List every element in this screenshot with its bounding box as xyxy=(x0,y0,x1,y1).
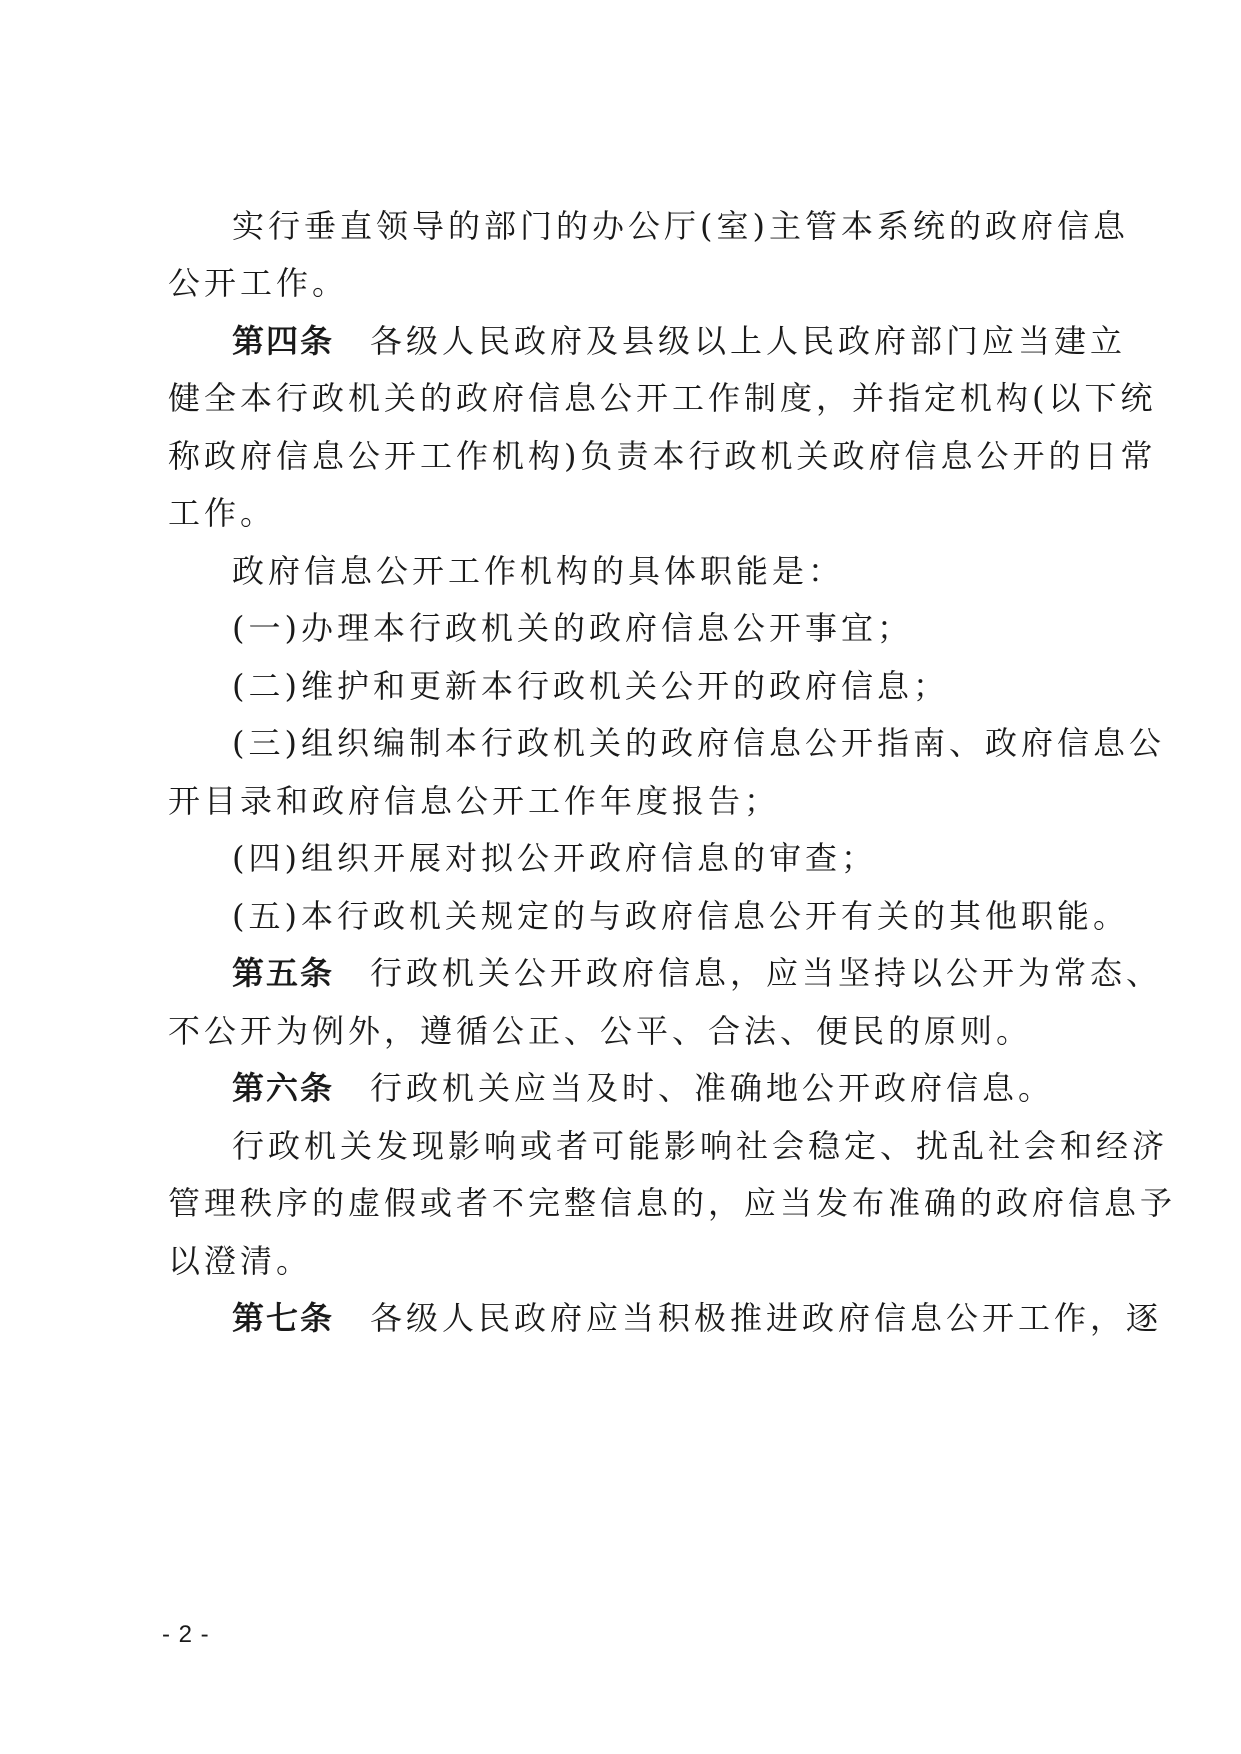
text-line: 称政府信息公开工作机构)负责本行政机关政府信息公开的日常 xyxy=(168,437,1157,475)
text-line: 政府信息公开工作机构的具体职能是： xyxy=(232,552,845,590)
text-line: 开目录和政府信息公开工作年度报告； xyxy=(168,782,781,820)
list-item: (三)组织编制本行政机关的政府信息公开指南、政府信息公 xyxy=(232,724,1165,762)
text-line: 行政机关发现影响或者可能影响社会稳定、扰乱社会和经济 xyxy=(232,1127,1169,1165)
list-item: (一)办理本行政机关的政府信息公开事宜； xyxy=(232,609,913,647)
article-4-line: 第四条 各级人民政府及县级以上人民政府部门应当建立 xyxy=(232,322,1127,360)
article-6-line: 第六条 行政机关应当及时、准确地公开政府信息。 xyxy=(232,1069,1055,1107)
text-line: 管理秩序的虚假或者不完整信息的，应当发布准确的政府信息予 xyxy=(168,1184,1177,1222)
list-item: (二)维护和更新本行政机关公开的政府信息； xyxy=(232,667,949,705)
text-line: 实行垂直领导的部门的办公厅(室)主管本系统的政府信息 xyxy=(232,207,1129,245)
text-line: 不公开为例外，遵循公正、公平、合法、便民的原则。 xyxy=(168,1012,1033,1050)
text-line: 工作。 xyxy=(168,494,277,532)
article-5-line: 第五条 行政机关公开政府信息，应当坚持以公开为常态、 xyxy=(232,954,1163,992)
list-item: (四)组织开展对拟公开政府信息的审查； xyxy=(232,839,877,877)
text-line: 以澄清。 xyxy=(168,1242,313,1280)
article-6-heading: 第六条 xyxy=(232,1069,335,1107)
page-number: - 2 - xyxy=(162,1621,210,1648)
text-line: 健全本行政机关的政府信息公开工作制度，并指定机构(以下统 xyxy=(168,379,1157,417)
text-line: 公开工作。 xyxy=(168,264,349,302)
article-5-heading: 第五条 xyxy=(232,954,335,992)
list-item: (五)本行政机关规定的与政府信息公开有关的其他职能。 xyxy=(232,897,1129,935)
article-7-line: 第七条 各级人民政府应当积极推进政府信息公开工作，逐 xyxy=(232,1299,1163,1337)
article-4-heading: 第四条 xyxy=(232,322,335,360)
article-7-heading: 第七条 xyxy=(232,1299,335,1337)
